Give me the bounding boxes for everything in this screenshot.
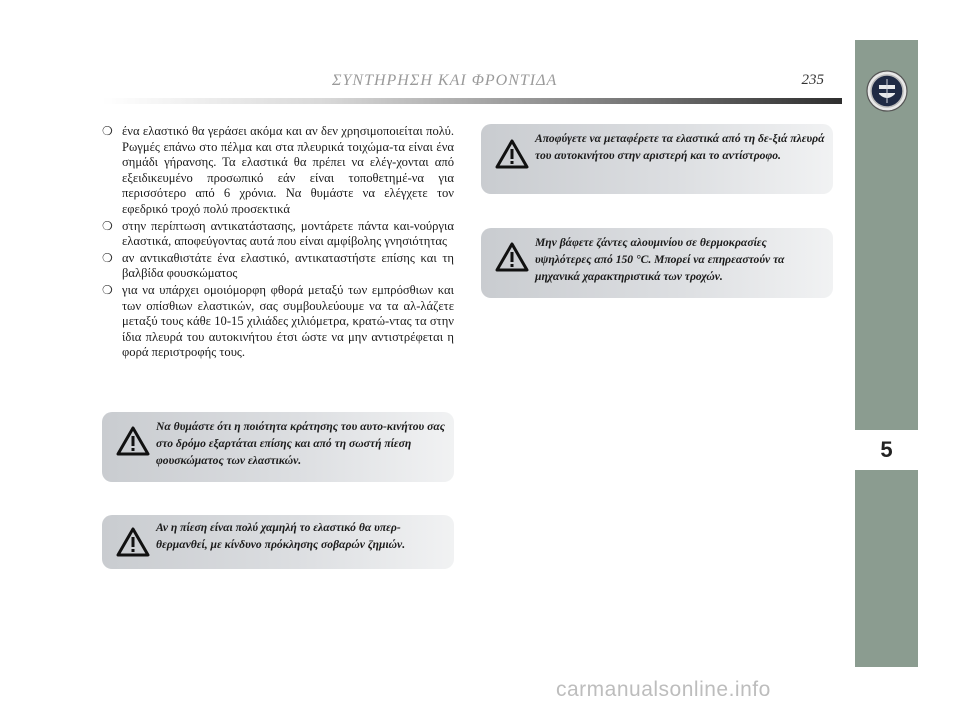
bullet-list [102, 124, 454, 362]
bullet-icon: ❍ [102, 124, 113, 138]
warning-box-tire-pressure-handling [102, 412, 454, 482]
header-rule [102, 98, 842, 104]
warning-box-rim-painting [481, 228, 833, 298]
page-header [102, 68, 832, 96]
bullet-text: ένα ελαστικό θα γεράσει ακόμα και αν δεν χρησιμοποιείται πολύ. Ρωγμές επάνω στο πέλμα και στα πλευρικά τοιχώμα-τα είναι ένα σημάδι γήρανσης. Τα ελαστικά θα πρέπει να ελέγ-χονται από εξειδικευμένο προσωπικό εάν είναι τοποθετημέ-να για περισσότερο από 6 χρόνια. Να θυμάστε να ελέγχετε τον εφεδρικό τροχό πολύ προσεκτικά [122, 124, 454, 216]
warning-text: Μην βάφετε ζάντες αλουμινίου σε θερμοκρασίες υψηλότερες από 150 °C. Μπορεί να επηρεαστούν τα μηχανικά χαρακτηριστικά των τροχών. [535, 236, 785, 283]
warning-box-swap-sides [481, 124, 833, 194]
bullet-text: για να υπάρχει ομοιόμορφη φθορά μεταξύ των εμπρόσθιων και των οπίσθιων ελαστικών, σας συμβουλεύουμε να τα αλ-λάζετε μεταξύ τους κάθε 10-15 χιλιάδες χιλιόμετρα, κρατώ-ντας τα στην ίδια πλευρά του αυτοκινήτου έτσι ώστε να μην αντιστρέφεται η φορά περιστροφής τους. [122, 282, 454, 360]
warning-text: Αποφύγετε να μεταφέρετε τα ελαστικά από τη δε-ξιά πλευρά του αυτοκινήτου στην αριστερή και το αντίστροφο. [535, 132, 825, 162]
watermark: carmanualsonline.info [556, 678, 771, 701]
bullet-icon: ❍ [102, 218, 113, 233]
bullet-icon: ❍ [102, 250, 113, 265]
list-item [102, 251, 454, 282]
lancia-shield-icon [866, 70, 908, 112]
bullet-icon: ❍ [102, 282, 113, 297]
warning-triangle-icon [116, 527, 150, 557]
bullet-text: στην περίπτωση αντικατάστασης, μοντάρετε πάντα και-νούργια ελαστικά, αποφεύγοντας αυτά που είναι αμφίβολης γνησιότητας [122, 218, 454, 249]
list-item [102, 124, 454, 218]
warning-triangle-icon [495, 242, 529, 272]
sidebar-bottom-block [855, 470, 918, 667]
list-item [102, 219, 454, 250]
warning-triangle-icon [116, 426, 150, 456]
chapter-sidebar [855, 40, 918, 667]
warning-box-low-pressure [102, 515, 454, 569]
list-item [102, 283, 454, 361]
warning-text: Αν η πίεση είναι πολύ χαμηλή το ελαστικό θα υπερ-θερμανθεί, με κίνδυνο πρόκλησης σοβαρών ζημιών. [156, 521, 406, 551]
warning-triangle-icon [495, 139, 529, 169]
page-number: 235 [801, 72, 824, 88]
chapter-title: ΣΥΝΤΗΡΗΣΗ ΚΑΙ ΦΡΟΝΤΙΔΑ [332, 72, 558, 89]
chapter-tab-5[interactable]: 5 [855, 428, 918, 472]
bullet-text: αν αντικαθιστάτε ένα ελαστικό, αντικαταστήστε επίσης και τη βαλβίδα φουσκώματος [122, 250, 454, 281]
warning-text: Να θυμάστε ότι η ποιότητα κράτησης του αυτο-κινήτου σας στο δρόμο εξαρτάται επίσης και από τη σωστή πίεση φουσκώματος των ελαστικών. [156, 420, 445, 467]
